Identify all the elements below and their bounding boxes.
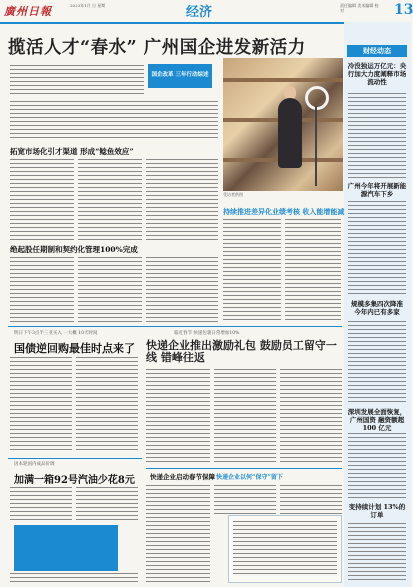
reform-badge [148,64,212,88]
main-headline: 揽活人才“春水” 广州国企进发新活力 [8,38,306,58]
sidebar-item-title: 深圳发展全面恢复，广州国资 融资额超 100 亿元 [347,408,407,432]
section-title: 经济 [186,5,213,20]
editor-line: 责任编辑 美术编辑 校对 [340,3,379,13]
sidebar-text-block [348,432,406,498]
subhead-3: 绝起股任期制和契约化管理100%完成 [10,245,138,254]
section-divider [8,326,342,327]
body-column [10,486,72,522]
sidebar-item-title: 规模多集四次降准 今年内已有多家 [351,300,403,316]
pull-quote-box [14,525,118,571]
body-column [78,256,142,322]
body-column [146,158,218,240]
sidebar-text-block [348,200,406,294]
article3-title: 快递企业推出激励礼包 鼓励员工留守一线 错峰往返 [146,339,337,364]
section-divider [8,458,142,459]
body-column [223,218,281,322]
article3-box-title: 快递企业启动春节保障 [150,473,215,481]
info-box-text [233,520,337,576]
sidebar-header: 财经动态 [347,45,407,57]
body-column [10,256,74,322]
info-box [228,515,342,583]
badge-text: 国企改革 三年行动综述 [151,72,209,78]
body-column [214,368,276,462]
body-column [146,368,210,462]
article2-title: 国债逆回购最佳时点来了 [14,342,135,355]
lead-paragraph [10,64,144,96]
body-column [280,484,342,514]
sidebar-text-block [348,522,406,580]
date-line: 2023年1月 日 星期 [70,3,106,8]
body-column [78,158,142,240]
lead-paragraph [10,100,218,140]
photo-caption: 受访者供图 [223,192,243,197]
body-column [76,486,138,522]
article4-kicker: 因本轮国内成品价调 [14,462,55,467]
sidebar-text-block [348,92,406,178]
body-column [146,484,210,582]
newspaper-logo: 廣州日報 [4,5,52,18]
sidebar-text-block [348,320,406,402]
page-number: 13 [394,2,413,18]
body-column [146,256,218,322]
body-column [10,356,72,452]
article2-kicker: 明日下午3点半三亚买入 一大概 10天时间 [14,331,98,336]
body-column [10,158,74,240]
news-photo [223,58,343,191]
body-column [76,356,138,452]
body-column [285,218,341,322]
body-column [280,368,342,462]
article3-kicker: 临近春节 快递包裹日常增加10% [174,331,240,336]
section-divider [146,468,342,469]
body-column [10,572,138,584]
subhead-1: 拓宽市场化引才渠道 形成“鲶鱼效应” [10,147,134,156]
subhead-2: 持续推进差异化业绩考核 收入能增能减 [223,207,345,216]
sidebar-item-title: 广州今年将开展新能源汽车下乡 [347,182,407,198]
sidebar-item-title: 变持续计划 13%的订单 [348,503,406,519]
body-column [214,484,276,514]
sidebar-item-title: 冷没独运万亿元：央行加大力度阐释市场流动性 [347,62,407,86]
article4-title: 加满一箱92号汽油少花8元 [14,475,135,486]
article3-subhead: 快递企业以何“保守”留下 [216,474,283,481]
